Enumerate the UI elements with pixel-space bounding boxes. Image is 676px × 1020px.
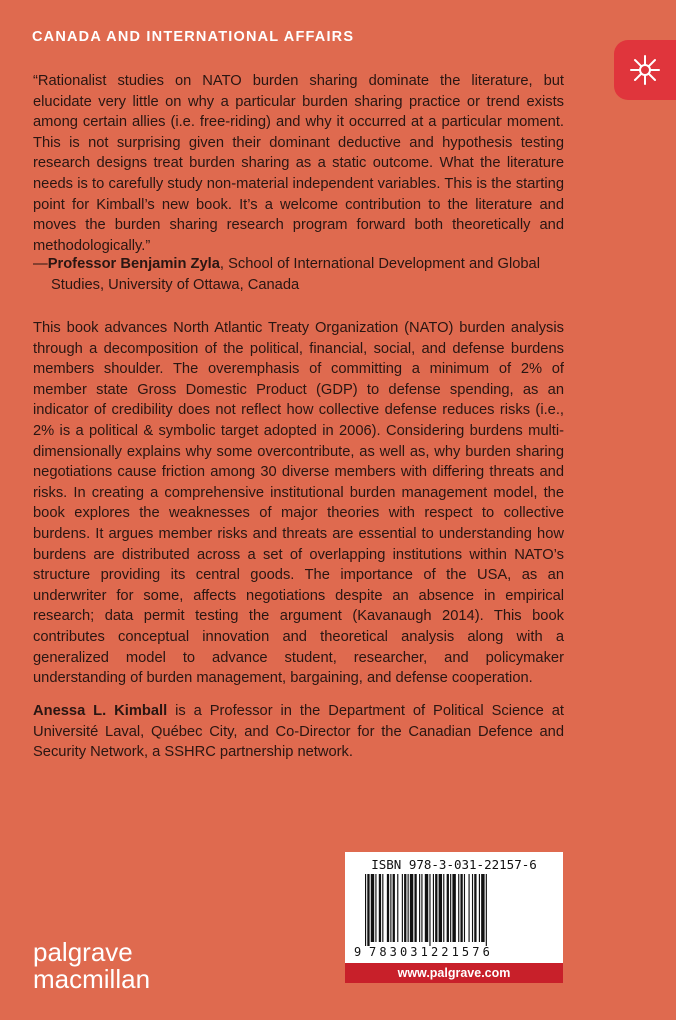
barcode-bar	[408, 874, 409, 942]
endorser-affiliation-1: , School of International Development and Global	[219, 256, 540, 272]
endorser-affiliation-2: Studies, University of Ottawa, Canada	[51, 276, 300, 293]
endorser-name: Professor Benjamin Zyla	[47, 256, 220, 272]
barcode-bar	[460, 874, 462, 942]
barcode-bar	[397, 874, 398, 942]
barcode-digits: 783031221576	[369, 945, 493, 959]
author-bio-text: is a Professor in the Department of Political Science at Université Laval, Québec City, and Co-Director for the Canadian Defence and Security Network, a SSHRC partnership network.	[33, 703, 564, 761]
series-title: CANADA AND INTERNATIONAL AFFAIRS	[32, 29, 355, 45]
barcode-bar	[472, 874, 473, 942]
barcode-bar	[450, 874, 451, 942]
barcode-bar	[414, 874, 416, 942]
endorsement-quote: “Rationalist studies on NATO burden sharing dominate the literature, but elucidate very little on why a particular burden sharing practice or trend exists among certain allies (i.e. free-riding) and why it occurred at a particular moment. This is not surprising given their dominant deductive and hypothesis testing research designs treat burden sharing as a static outcome. What the literature needs is to carefully study non-material independent variables. This is the starting point for Kimball’s new book. It’s a welcome contribution to the literature and moves the burden sharing research program forward both theoretically and methodologically.”	[33, 73, 564, 254]
publisher-url[interactable]: www.palgrave.com	[345, 963, 563, 983]
barcode-bar	[429, 874, 430, 946]
barcode-bar	[433, 874, 434, 942]
barcode-bar	[367, 874, 369, 946]
barcode-bar	[452, 874, 455, 942]
barcode-bar	[371, 874, 374, 942]
publisher-logo-line2: macmillan	[33, 964, 151, 994]
barcode-bar	[410, 874, 413, 942]
barcode-bar	[464, 874, 465, 942]
endorsement-attribution	[33, 254, 564, 295]
barcode-bar	[387, 874, 389, 942]
barcode-bar	[469, 874, 470, 942]
isbn-label: ISBN 978-3-031-22157-6	[371, 857, 537, 872]
barcode-bar	[435, 874, 437, 942]
author-name: Anessa L. Kimball	[33, 703, 168, 719]
barcode-bar	[404, 874, 406, 942]
barcode-bar	[479, 874, 480, 942]
barcode-bar	[486, 874, 487, 946]
barcode-bar	[481, 874, 484, 942]
barcode-bar	[390, 874, 391, 942]
barcode-bar	[425, 874, 428, 942]
publisher-logo-line1: palgrave	[33, 937, 133, 967]
barcode-bar	[447, 874, 449, 942]
barcode-bar	[439, 874, 442, 942]
barcode-bar	[393, 874, 395, 942]
author-bio	[33, 701, 564, 763]
star-icon	[628, 53, 662, 87]
barcode-bar	[474, 874, 476, 942]
barcode-bar	[443, 874, 444, 942]
book-description: This book advances North Atlantic Treaty Organization (NATO) burden analysis through a decomposition of the political, financial, social, and defense burdens members shoulder. The overemphasis of committing a minimum of 2% of member state Gross Domestic Product (GDP) to defense spending, as an indicator of credibility does not reflect how collective defense reduces risks (i.e., 2% is a political & symbolic target adopted in 2006). Considering burdens multi-dimensionally explains why some overcontribute, as well as, why burden sharing negotiations cause friction among 30 diverse members with differing threats and risks. In creating a comprehensive institutional burden management model, the book explores the weaknesses of major theories with respect to collective burdens. It argues member risks and threats are essential to understanding how burdens are distributed across a set of overlapping institutions within NATO’s structure providing its central goods. The importance of the USA, as an underwriter for some, affects negotiations despite an absence in empirical research; data permit testing the argument (Kavanaugh 2014). This book contributes conceptual innovation and theoretical analysis along with a generalized model to advance student, researcher, and policymaker understanding of burden management, bargaining, and defense cooperation.	[33, 320, 564, 687]
barcode-bar	[382, 874, 383, 942]
attribution-dash: —	[33, 256, 48, 272]
barcode-bar	[402, 874, 403, 942]
barcode-bar	[365, 874, 366, 946]
barcode-first-digit: 9	[354, 945, 362, 959]
barcode-bar	[421, 874, 422, 942]
barcode-panel	[345, 852, 563, 963]
barcode-bar	[419, 874, 420, 942]
springer-star-badge	[614, 40, 676, 100]
barcode-bar	[458, 874, 459, 942]
barcode-bar	[379, 874, 381, 942]
publisher-logo	[33, 939, 150, 993]
barcode-bar	[375, 874, 376, 942]
